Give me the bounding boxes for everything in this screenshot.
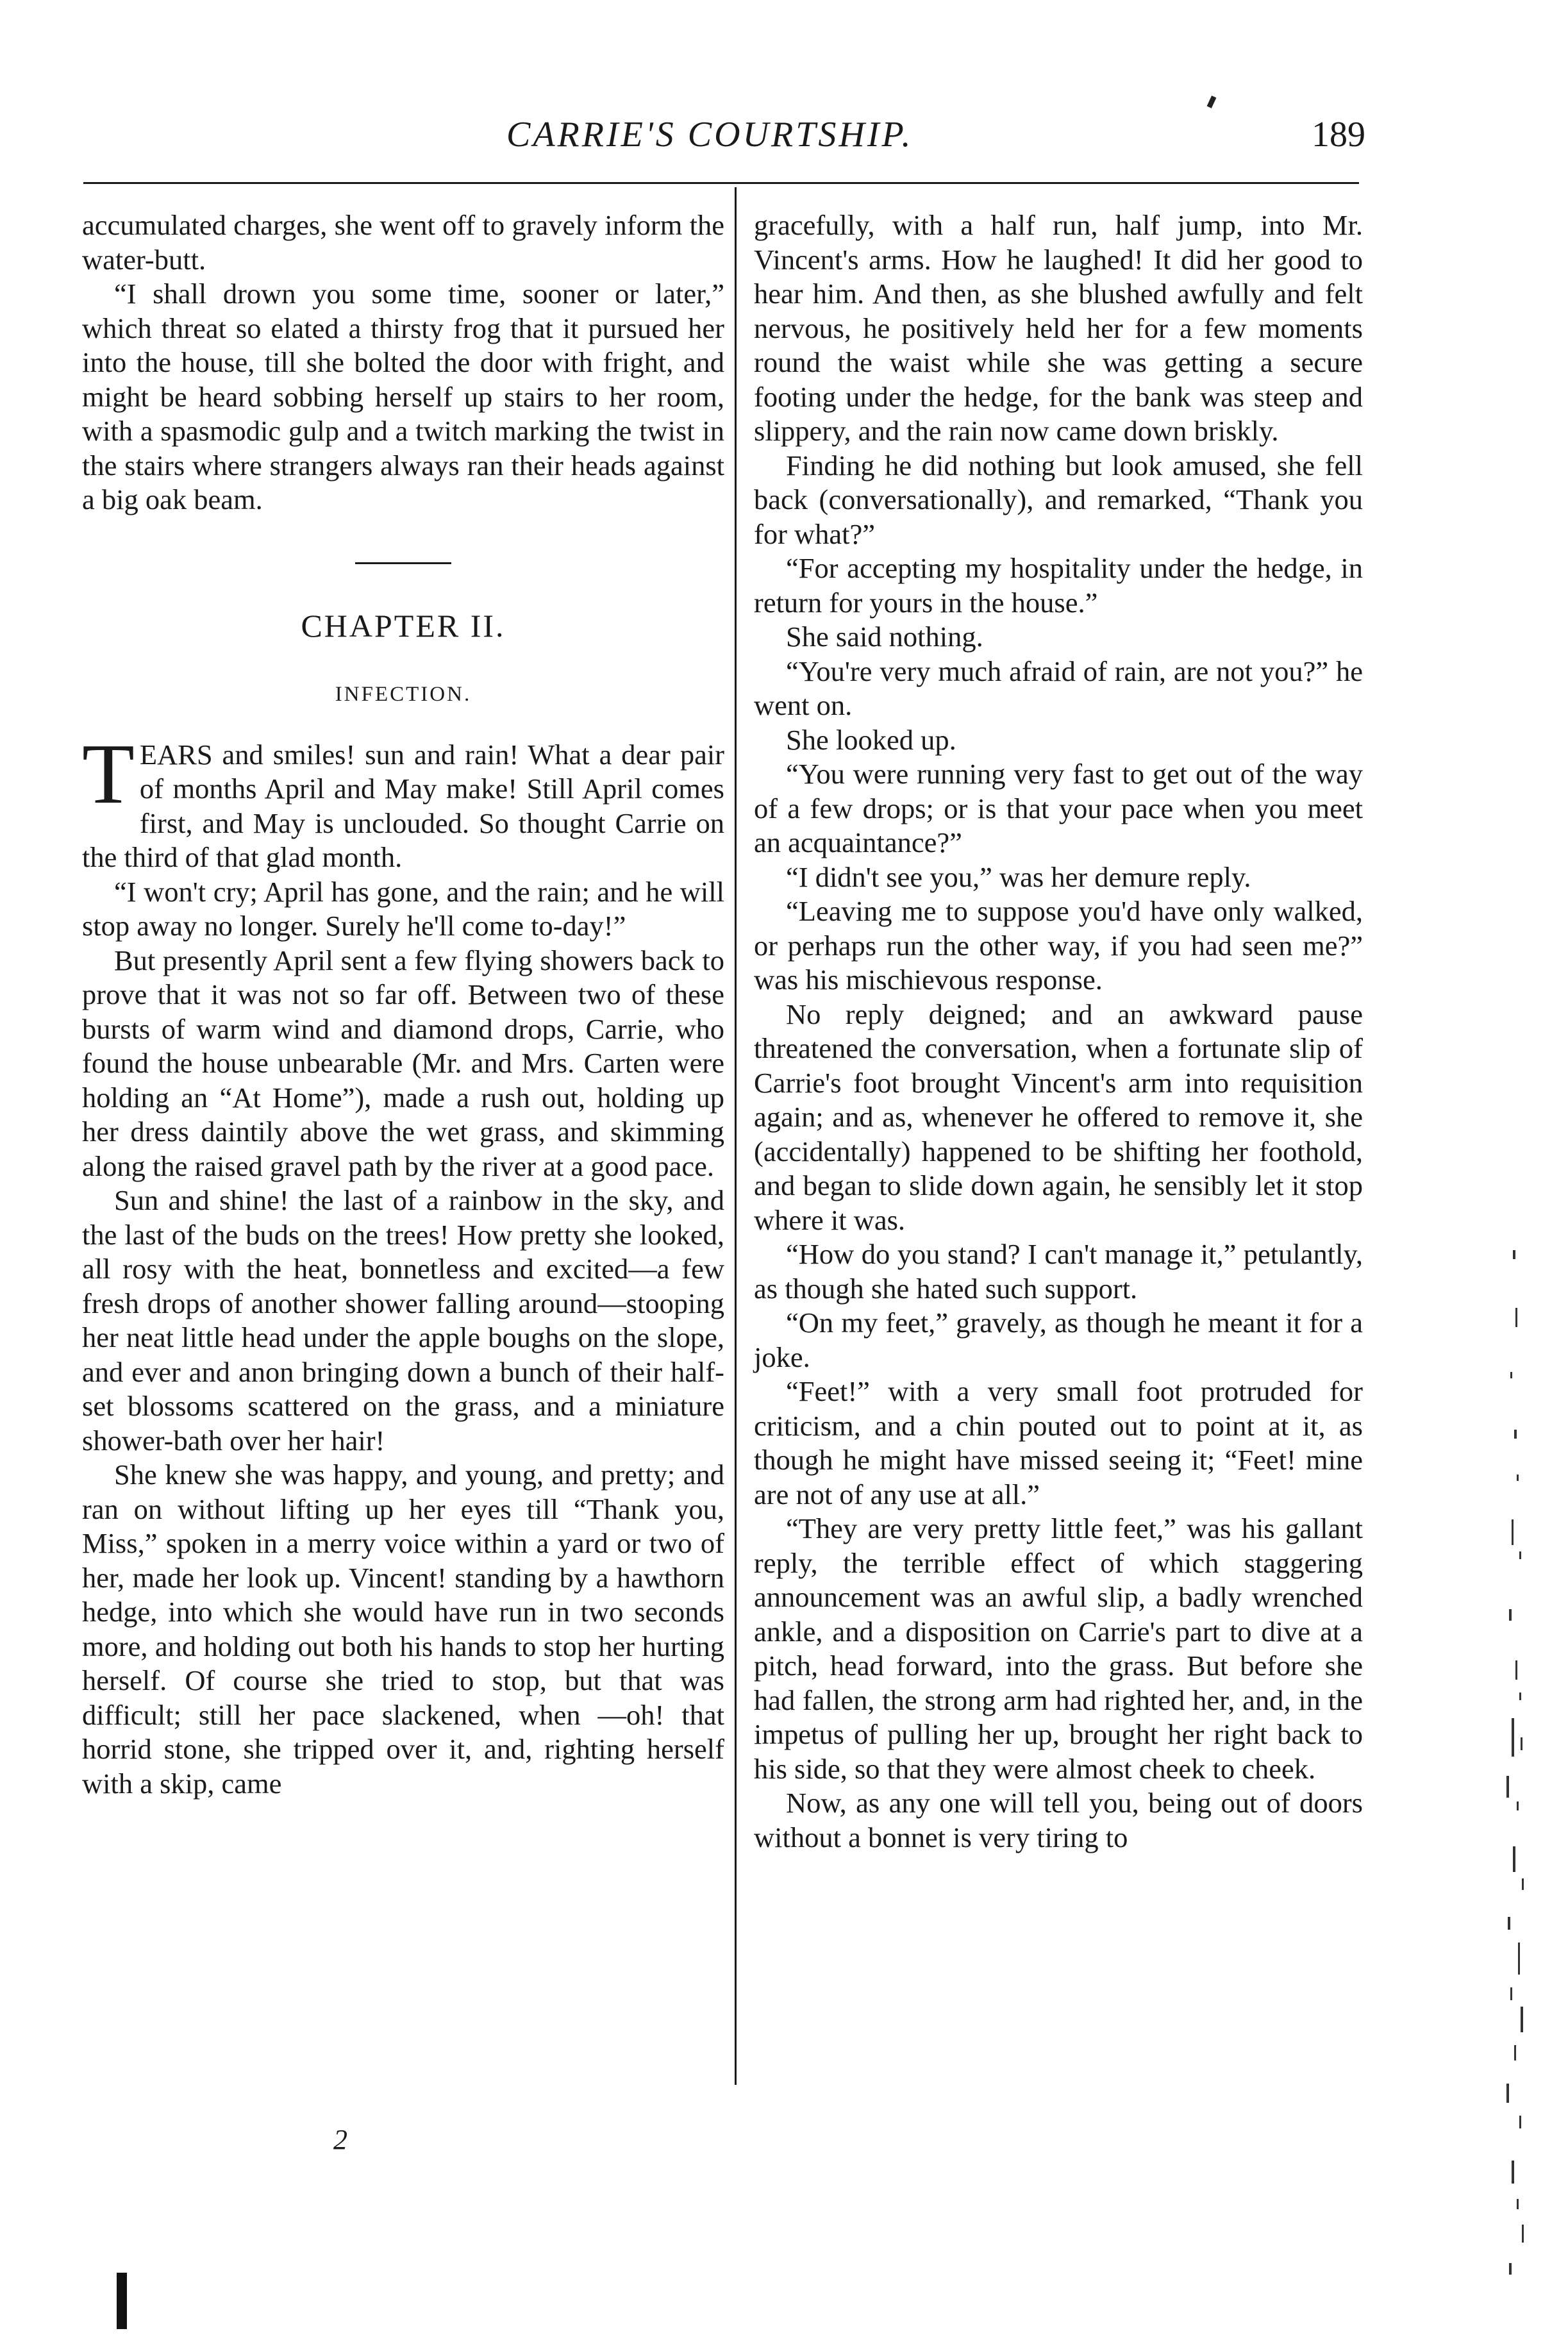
paragraph: “I won't cry; April has gone, and the rain; and he will stop away no longer. Surely he'll come to-day!” [82, 875, 724, 942]
paragraph: “Feet!” with a very small foot protruded for criticism, and a chin pouted out to point at it, as though he might have missed seeing it; “Feet! mine are not of any use at all.” [754, 1375, 1363, 1510]
binding-mark [117, 2273, 127, 2329]
paragraph: “They are very pretty little feet,” was his gallant reply, the terrible effect of which staggering announcement was an awful slip, a badly wrenched ankle, and a disposition on Carrie's part to dive at a pitch, head forward, into the grass. But before she had fallen, the strong arm had righted her, and, in the impetus of pulling her up, brought her right back to his side, so that they were almost cheek to cheek. [754, 1512, 1363, 1785]
paragraph: Sun and shine! the last of a rainbow in the sky, and the last of the buds on the trees! How pretty she looked, all rosy with the heat, bonnetless and excited—a few fresh drops of another shower falling around—stooping her neat little head under the apple boughs on the slope, and ever and anon bringing down a bunch of their half-set blossoms scattered on the grass, and a miniature shower-bath over her hair! [82, 1184, 724, 1457]
ink-speck [1207, 96, 1217, 108]
left-column [82, 208, 724, 1801]
paragraph: “Leaving me to suppose you'd have only walked, or perhaps run the other way, if you had seen me?” was his mischievous response. [754, 895, 1363, 996]
paragraph: “I didn't see you,” was her demure reply. [786, 860, 1251, 893]
paragraph: “For accepting my hospitality under the hedge, in return for yours in the house.” [754, 552, 1363, 619]
opening-text: EARS and smiles! sun and rain! What a dear pair of months April and May make! Still April comes first, and May is unclouded. So thought Carrie on the third of that glad month. [82, 738, 724, 873]
paragraph: “I shall drown you some time, sooner or later,” which threat so elated a thirsty frog that it pursued her into the house, till she bolted the door with fright, and might be heard sobbing herself up stairs to her room, with a spasmodic gulp and a twitch marking the twist in the stairs where strangers always ran their heads against a big oak beam. [82, 278, 724, 515]
paragraph: She knew she was happy, and young, and pretty; and ran on without lifting up her eyes till “Thank you, Miss,” spoken in a merry voice within a yard or two of her, made her look up. Vincent! standing by a hawthorn hedge, into which she would have run in two seconds more, and holding out both his hands to stop her hurting herself. Of course she tried to stop, but that was difficult; still her pace slackened, when —oh! that horrid stone, she tripped over it, and, righting herself with a skip, came [82, 1458, 724, 1800]
paragraph: “On my feet,” gravely, as though he meant it for a joke. [754, 1307, 1363, 1373]
printer-signature: 2 [333, 2124, 347, 2155]
running-title: CARRIE'S COURTSHIP. [506, 115, 913, 155]
section-divider [355, 562, 451, 564]
chapter-heading: CHAPTER II. [301, 607, 506, 644]
paragraph: gracefully, with a half run, half jump, into Mr. Vincent's arms. How he laughed! It did her good to hear him. And then, as she blushed awfully and felt nervous, he positively held her for a few moments round the waist while she was getting a secure footing under the hedge, for the bank was steep and slippery, and the rain now came down briskly. [754, 209, 1363, 447]
column-divider-rule [735, 187, 737, 2085]
paragraph: She said nothing. [786, 621, 983, 653]
paragraph: But presently April sent a few flying showers back to prove that it was not so far off. Between two of these bursts of warm wind and diamond drops, Carrie, who found the house unbearable (Mr. and Mrs. Carten were holding an “At Home”), made a rush out, holding up her dress daintily above the wet grass, and skimming along the raised gravel path by the river at a good pace. [82, 944, 724, 1182]
scan-speckle-margin [1474, 1250, 1551, 2340]
chapter-subtitle: INFECTION. [335, 683, 472, 706]
paragraph: She looked up. [786, 723, 956, 756]
paragraph: Finding he did nothing but look amused, she fell back (conversationally), and remarked, “Thank you for what?” [754, 449, 1363, 550]
page-number: 189 [1312, 115, 1365, 155]
paragraph: No reply deigned; and an awkward pause threatened the conversation, when a fortunate slip of Carrie's foot brought Vincent's arm into requisition again; and as, whenever he offered to remove it, she (accidentally) happened to be shifting her foothold, and began to slide down again, he sensibly let it stop where it was. [754, 998, 1363, 1236]
opening-paragraph [82, 726, 724, 875]
header-rule [83, 182, 1359, 184]
paragraph: Now, as any one will tell you, being out of doors without a bonnet is very tiring to [754, 1787, 1363, 1853]
right-column [754, 208, 1363, 1855]
paragraph: “How do you stand? I can't manage it,” petulantly, as though she hated such support. [754, 1238, 1363, 1305]
drop-cap: T [82, 726, 135, 821]
paragraph: “You were running very fast to get out of the way of a few drops; or is that your pace when you meet an acquaintance?” [754, 758, 1363, 858]
paragraph: “You're very much afraid of rain, are not you?” he went on. [754, 655, 1363, 721]
running-head [83, 114, 1365, 172]
paragraph: accumulated charges, she went off to gravely inform the water-butt. [82, 209, 724, 276]
